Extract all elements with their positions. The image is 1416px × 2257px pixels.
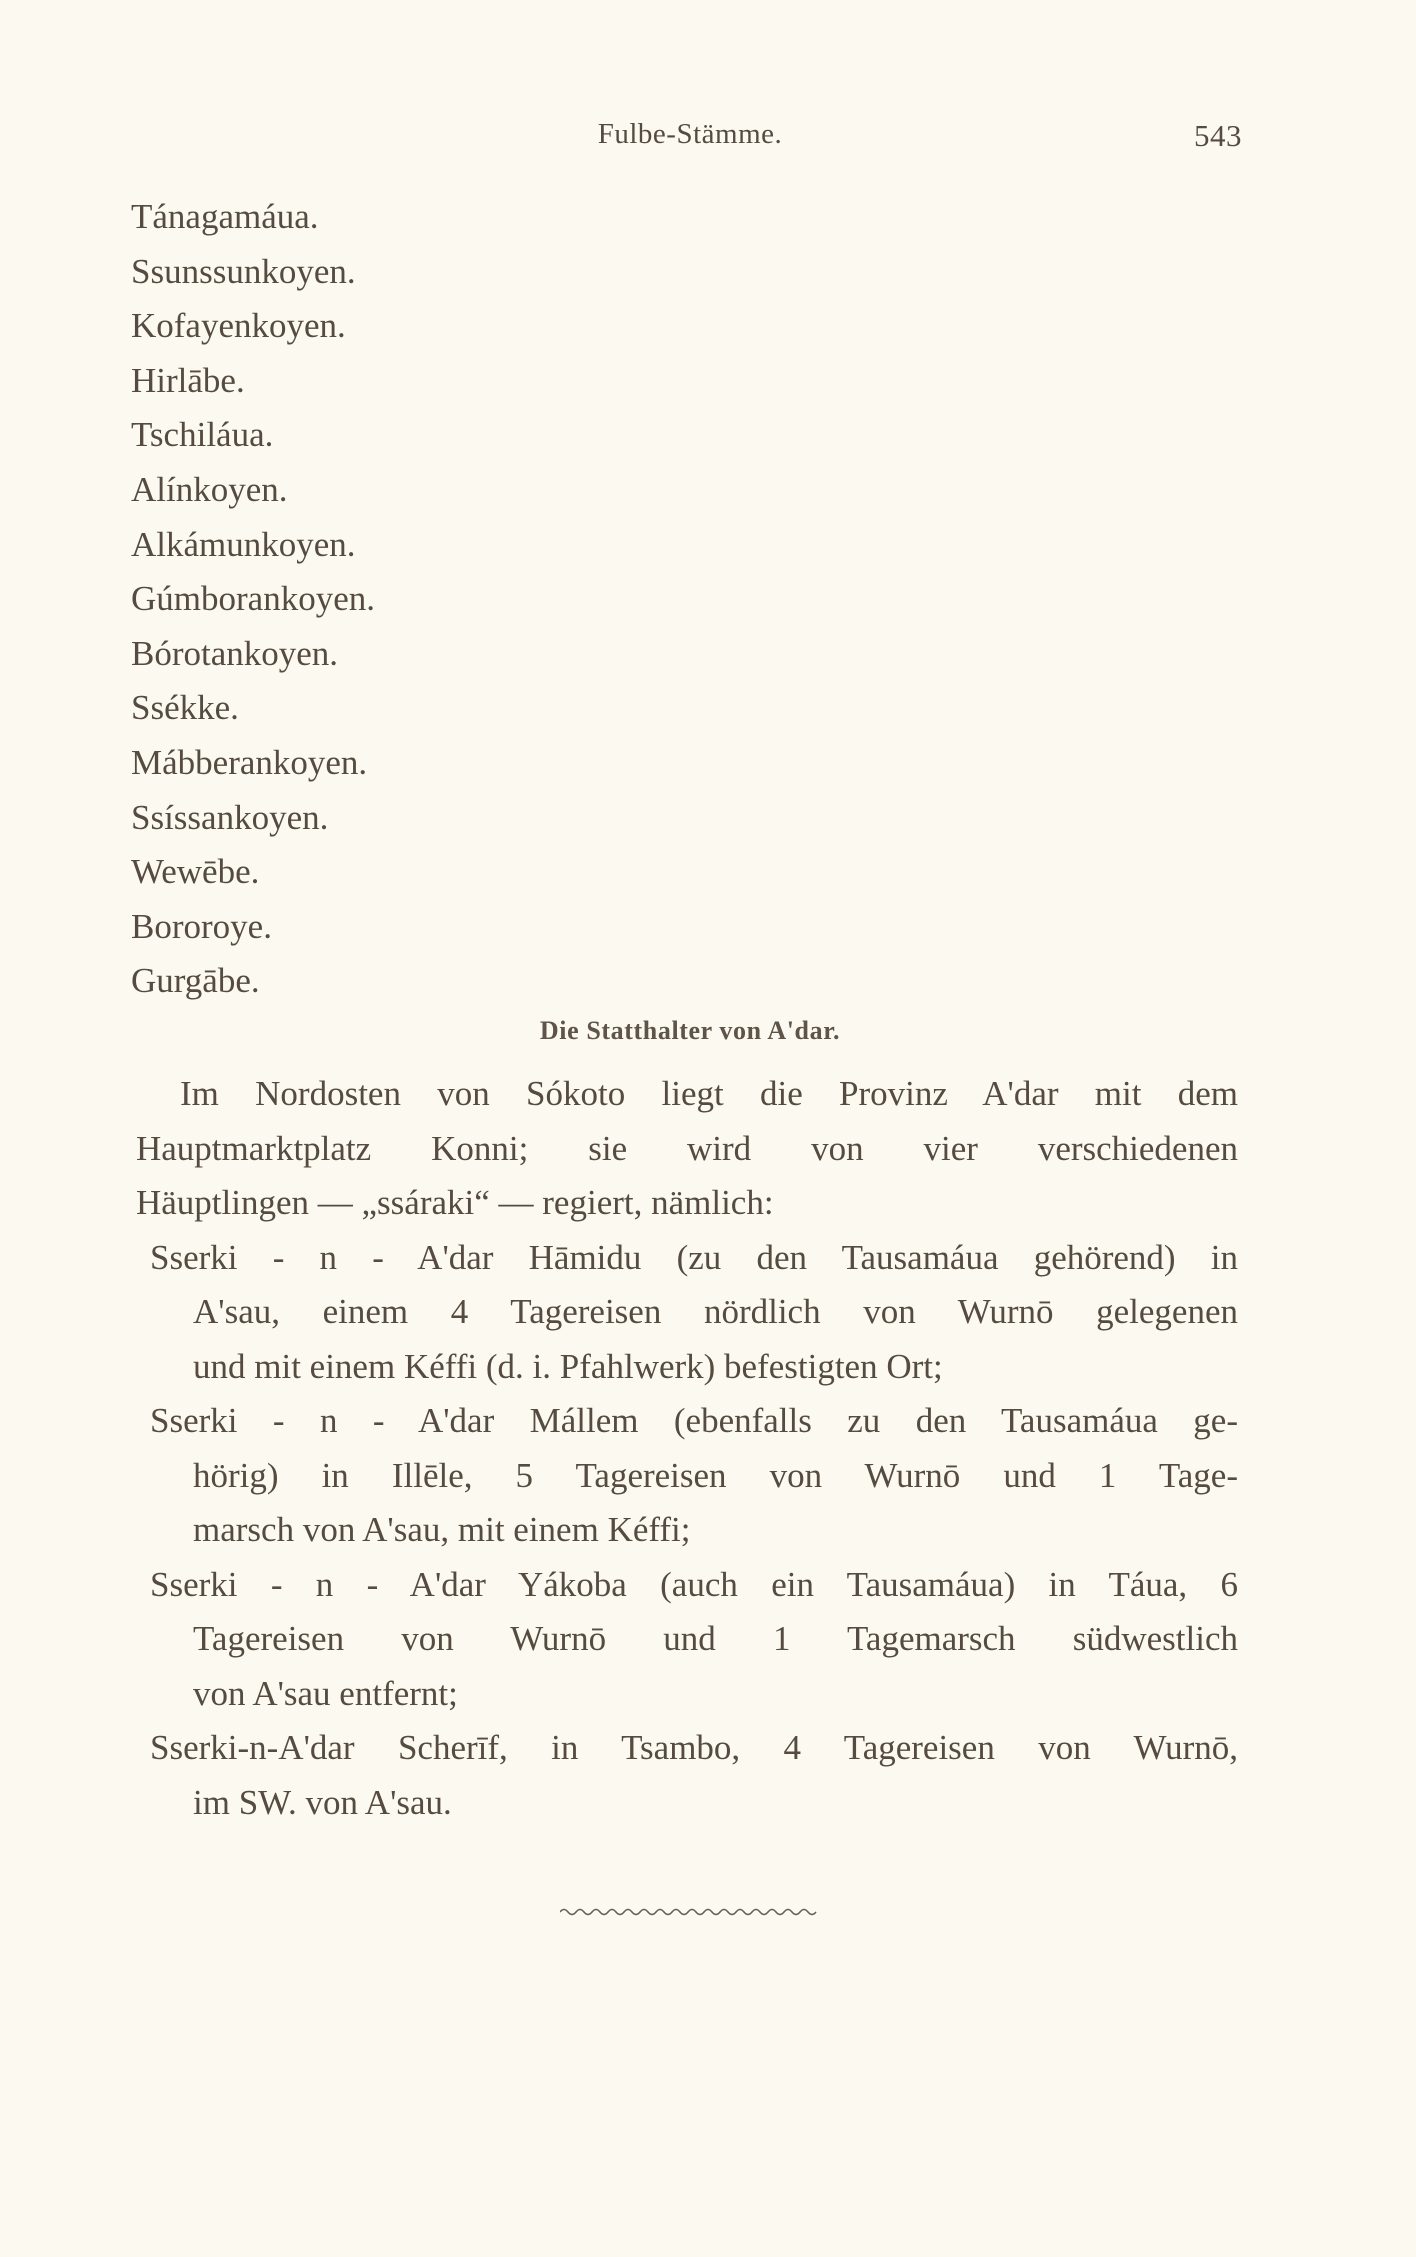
text-line: Hauptmarktplatz Konni; sie wird von vier verschiedenen: [136, 1128, 1238, 1168]
tribe-item: Bororoye.: [131, 906, 272, 946]
text-line: Sserki - n - A'dar Mállem (ebenfalls zu den Tausamáua ge-: [150, 1401, 1238, 1440]
text-line: A'sau, einem 4 Tagereisen nördlich von Wurnō gelegenen: [193, 1292, 1238, 1331]
text-line: und mit einem Kéffi (d. i. Pfahlwerk) befestigten Ort;: [193, 1346, 943, 1386]
page-number: 543: [1194, 118, 1242, 153]
text-line: Sserki-n-A'dar Scherīf, in Tsambo, 4 Tagereisen von Wurnō,: [150, 1728, 1238, 1767]
text-line: im SW. von A'sau.: [193, 1782, 452, 1822]
tribe-item: Wewēbe.: [131, 852, 260, 892]
tribe-list: [131, 190, 375, 1009]
tribe-item: Gúmborankoyen.: [131, 579, 375, 619]
tribe-item: Tschiláua.: [131, 415, 274, 455]
tribe-item: Hirlābe.: [131, 360, 245, 400]
text-line: Im Nordosten von Sókoto liegt die Provinz A'dar mit dem: [180, 1074, 1238, 1113]
section-heading: Die Statthalter von A'dar.: [539, 1016, 841, 1045]
tribe-item: Kofayenkoyen.: [131, 306, 346, 346]
text-line: marsch von A'sau, mit einem Kéffi;: [193, 1510, 691, 1549]
tribe-item: Alínkoyen.: [131, 469, 288, 509]
running-title: Fulbe-Stämme.: [597, 118, 783, 150]
tribe-item: Gurgābe.: [131, 961, 260, 1001]
text-line: von A'sau entfernt;: [193, 1673, 458, 1713]
text-line: Tagereisen von Wurnō und 1 Tagemarsch südwestlich: [193, 1619, 1238, 1658]
text-line: Sserki - n - A'dar Hāmidu (zu den Tausamáua gehörend) in: [150, 1237, 1238, 1277]
text-line: hörig) in Illēle, 5 Tagereisen von Wurnō und 1 Tage-: [193, 1455, 1238, 1495]
tribe-item: Mábberankoyen.: [131, 742, 368, 782]
tribe-item: Tánagamáua.: [131, 197, 319, 236]
wavy-divider-ornament: [560, 1905, 820, 1919]
tribe-item: Ssunssunkoyen.: [131, 251, 356, 291]
text-line: Sserki - n - A'dar Yákoba (auch ein Tausamáua) in Táua, 6: [150, 1564, 1238, 1604]
tribe-item: Ssékke.: [131, 688, 239, 728]
tribe-item: Ssíssankoyen.: [131, 797, 329, 837]
text-line: Häuptlingen — „ssáraki“ — regiert, nämlich:: [136, 1183, 774, 1222]
tribe-item: Bórotankoyen.: [131, 633, 339, 673]
tribe-item: Alkámunkoyen.: [131, 524, 356, 564]
